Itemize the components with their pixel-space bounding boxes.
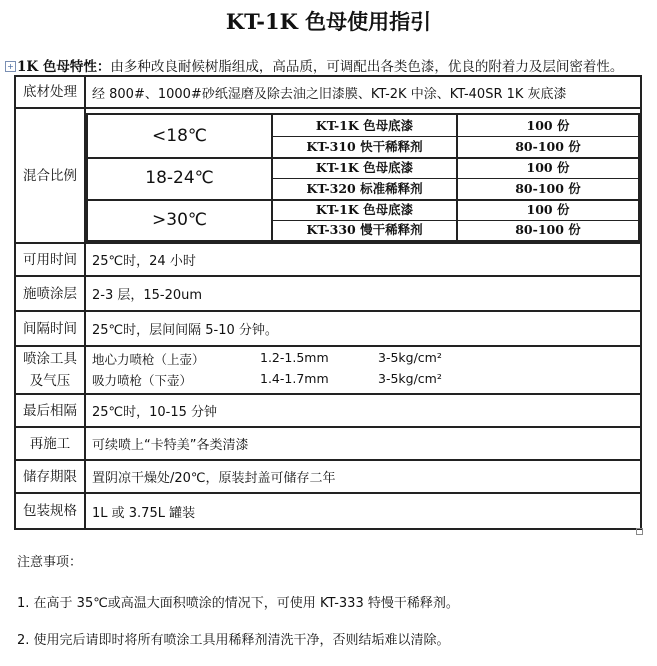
table-row-spray bbox=[16, 347, 640, 395]
mixing-ratio-table bbox=[86, 113, 640, 242]
spray-label-line2: 及气压 bbox=[29, 373, 71, 389]
intro-label: 1K 色母特性： bbox=[17, 59, 111, 75]
coats-value: 2-3 层，15-20um bbox=[92, 288, 203, 303]
mix-parts: 100 份 bbox=[526, 160, 570, 175]
intro-text: 由多种改良耐候树脂组成，高品质，可调配出各类色漆，优良的附着力及层间密着性。 bbox=[110, 59, 624, 75]
divider bbox=[273, 178, 638, 179]
mix-product: KT-1K 色母底漆 bbox=[273, 115, 458, 136]
divider bbox=[273, 136, 638, 137]
table-row-mixing bbox=[16, 109, 640, 244]
pot-life-label: 可用时间 bbox=[16, 244, 86, 275]
storage-value: 置阴凉干燥处/20℃，原装封盖可储存二年 bbox=[92, 471, 336, 486]
table-row-pot-life bbox=[16, 244, 640, 277]
spray-nozzle: 1.4-1.7mm bbox=[260, 371, 329, 386]
spray-pressure: 3-5kg/cm² bbox=[378, 371, 442, 386]
table-row-interval bbox=[16, 312, 640, 347]
table-row-recoat-window bbox=[16, 395, 640, 428]
divider bbox=[88, 157, 638, 159]
mix-parts: 80-100 份 bbox=[515, 139, 581, 154]
spray-tool: 吸力喷枪（下壶） bbox=[92, 373, 193, 388]
mix-parts: 80-100 份 bbox=[515, 222, 581, 237]
spray-label-line1: 喷涂工具 bbox=[23, 351, 77, 367]
spray-nozzle: 1.2-1.5mm bbox=[260, 350, 329, 365]
temp-range: <18℃ bbox=[88, 115, 273, 157]
notes-heading: 注意事项： bbox=[17, 555, 83, 570]
packaging-label: 包装规格 bbox=[16, 494, 86, 528]
spray-tool: 地心力喷枪（上壶） bbox=[92, 352, 205, 367]
table-row-substrate bbox=[16, 77, 640, 109]
note-item: 1. 在高于 35℃或高温大面积喷涂的情况下，可使用 KT-333 特慢干稀释剂。 bbox=[17, 596, 459, 611]
document-title: KT-1K 色母使用指引 bbox=[225, 9, 432, 34]
recoat-label: 再施工 bbox=[16, 428, 86, 459]
recoat-value: 可续喷上“卡特美”各类清漆 bbox=[92, 438, 249, 453]
spec-table bbox=[14, 75, 642, 530]
divider bbox=[273, 220, 638, 221]
mix-parts: 100 份 bbox=[526, 118, 570, 133]
interval-label: 间隔时间 bbox=[16, 312, 86, 345]
table-row-recoat bbox=[16, 428, 640, 461]
mix-product: KT-1K 色母底漆 bbox=[273, 157, 458, 178]
recoat-window-label: 最后相隔 bbox=[16, 395, 86, 426]
recoat-window-value: 25℃时，10-15 分钟 bbox=[92, 405, 218, 420]
substrate-value: 经 800#、1000#砂纸湿磨及除去油之旧漆膜、KT-2K 中涂、KT-40SR 1K 灰底漆 bbox=[92, 86, 567, 102]
packaging-value: 1L 或 3.75L 罐装 bbox=[92, 505, 196, 521]
substrate-label: 底材处理 bbox=[16, 77, 86, 107]
mix-product: KT-330 慢干稀释剂 bbox=[273, 220, 458, 240]
table-row-packaging bbox=[16, 494, 640, 528]
table-row-coats bbox=[16, 277, 640, 312]
table-move-handle-icon[interactable]: + bbox=[5, 61, 16, 72]
mix-product: KT-320 标准稀释剂 bbox=[273, 178, 458, 199]
mixing-label: 混合比例 bbox=[16, 109, 86, 242]
spray-pressure: 3-5kg/cm² bbox=[378, 350, 442, 365]
spray-label bbox=[16, 347, 86, 393]
pot-life-value: 25℃时，24 小时 bbox=[92, 254, 196, 269]
table-resize-handle[interactable] bbox=[636, 528, 643, 535]
coats-label: 施喷涂层 bbox=[16, 277, 86, 310]
note-item: 2. 使用完后请即时将所有喷涂工具用稀释剂清洗干净，否则结垢难以清除。 bbox=[17, 633, 450, 648]
mix-product: KT-310 快干稀释剂 bbox=[273, 136, 458, 157]
interval-value: 25℃时，层间间隔 5-10 分钟。 bbox=[92, 323, 278, 338]
table-row-storage bbox=[16, 461, 640, 494]
temp-range: >30℃ bbox=[88, 199, 273, 240]
intro-line bbox=[17, 55, 623, 75]
mix-parts: 80-100 份 bbox=[515, 181, 581, 196]
mix-product: KT-1K 色母底漆 bbox=[273, 199, 458, 220]
divider bbox=[88, 199, 638, 201]
temp-range: 18-24℃ bbox=[88, 157, 273, 199]
storage-label: 储存期限 bbox=[16, 461, 86, 492]
mix-parts: 100 份 bbox=[526, 202, 570, 217]
